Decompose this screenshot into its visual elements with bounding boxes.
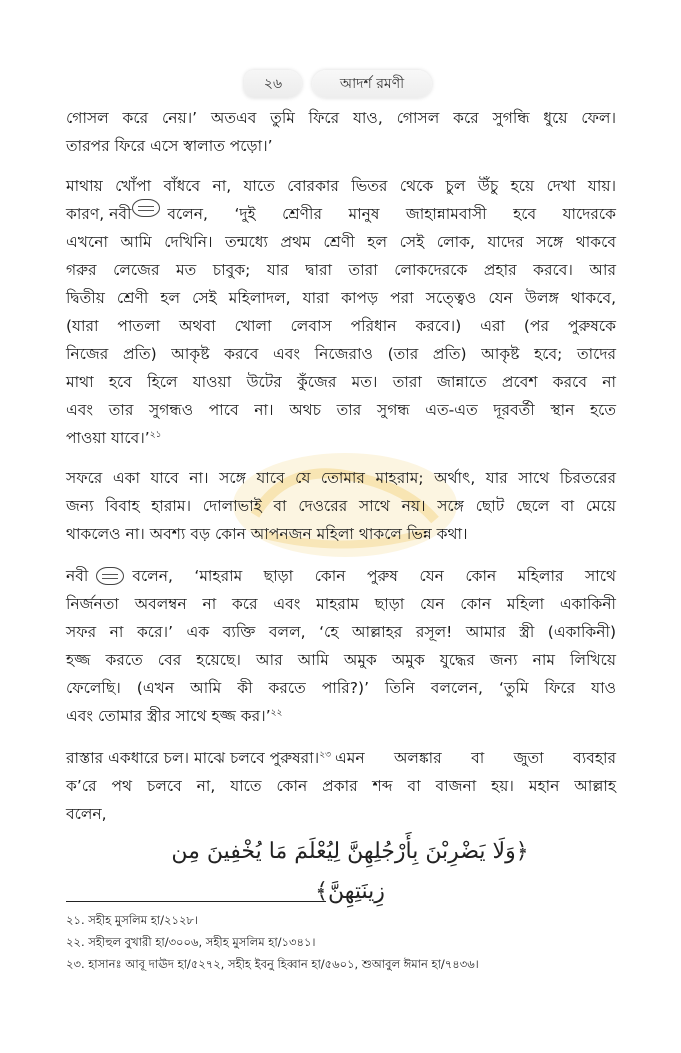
text-fragment: এমন অলঙ্কার বা জুতা ব্যবহার (334, 749, 616, 767)
text-fragment: নবী (66, 567, 89, 585)
footnote-ref[interactable]: ২২ (270, 708, 283, 718)
body-line: (যারা পাতলা অথবা খোলা লেবাস পরিধান করবে।) এরা (পর পুরুষকে (66, 317, 616, 335)
body-line (66, 744, 616, 772)
body-line: ফেলেছি। (এখন আমি কী করতে পারি?)’ তিনি বললেন, ‘তুমি ফিরে যাও (66, 679, 616, 697)
body-line: ক’রে পথ চলবে না, যাতে কোন প্রকার শব্দ বা বাজনা হয়। মহান আল্লাহ (66, 777, 616, 795)
text-fragment: পাওয়া যাবে।’ (66, 429, 150, 447)
body-line (66, 562, 616, 590)
text-fragment: কারণ, নবী (66, 205, 132, 223)
body-line: থাকলেও না। অবশ্য বড় কোন আপনজন মহিলা থাকলে ভিন্ন কথা। (66, 525, 468, 543)
footnote-divider (66, 901, 326, 902)
body-line (66, 424, 616, 452)
text-fragment: এবং তোমার স্ত্রীর সাথে হজ্জ কর।’ (66, 707, 271, 725)
arabic-verse: ﴿وَلَا يَضْرِبْنَ بِأَرْجُلِهِنَّ لِيُعْلَمَ مَا يُخْفِينَ مِن زِينَتِهِنَّ﴾ (171, 839, 529, 904)
body-line: নির্জনতা অবলম্বন না করে এবং মাহরাম ছাড়া যেন কোন মহিলা একাকিনী (66, 595, 616, 613)
running-title: আদর্শ রমণী (312, 70, 432, 98)
body-line: মাথা হবে হিলে যাওয়া উটের কুঁজের মত। তারা জান্নাতে প্রবেশ করবে না (66, 373, 616, 391)
footnote-ref[interactable]: ২৩ (319, 750, 331, 760)
body-line: গোসল করে নেয়।’ অতএব তুমি ফিরে যাও, গোসল করে সুগন্ধি ধুয়ে ফেল। (66, 109, 616, 127)
page-number: ২৬ (244, 70, 302, 98)
footnote: ২২. সহীহুল বুখারী হা/৩০০৬, সহীহ মুসলিম হা/১৩৪১। (66, 935, 316, 949)
body-line: বলেন, (66, 805, 107, 823)
page-header (0, 70, 681, 100)
footnote-ref[interactable]: ২১ (149, 430, 162, 440)
body-line: সফরে একা যাবে না। সঙ্গে যাবে যে তোমার মাহরাম; অর্থাৎ, যার সাথে চিরতরের (66, 469, 616, 487)
body-line: জন্য বিবাহ হারাম। দোলাভাই বা দেওরের সাথে নয়। সঙ্গে ছোট ছেলে বা মেয়ে (66, 497, 616, 515)
body-line: তারপর ফিরে এসে স্বালাত পড়ো।’ (66, 137, 273, 155)
body-line (66, 200, 616, 228)
footnote: ২৩. হাসানঃ আবূ দাঊদ হা/৫২৭২, সহীহ ইবনু হিব্বান হা/৫৬০১, শুআবুল ঈমান হা/৭৪৩৬। (66, 957, 479, 971)
body-line: এখনো আমি দেখিনি। তন্মধ্যে প্রথম শ্রেণী হল সেই লোক, যাদের সঙ্গে থাকবে (66, 233, 616, 251)
text-fragment: বলেন, ‘দুই শ্রেণীর মানুষ জাহান্নামবাসী হবে যাদেরকে (167, 205, 616, 223)
body-line: দ্বিতীয় শ্রেণী হল সেই মহিলাদল, যারা কাপড় পরা সত্ত্বেও যেন উলঙ্গ থাকবে, (66, 289, 616, 307)
text-fragment: বলেন, ‘মাহরাম ছাড়া কোন পুরুষ যেন কোন মহিলার সাথে (132, 567, 616, 585)
text-fragment: রাস্তার একধারে চল। মাঝে চলবে পুরুষরা। (66, 749, 320, 767)
footnote: ২১. সহীহ মুসলিম হা/২১২৮। (66, 913, 199, 927)
salutation-icon (96, 567, 124, 585)
body-line: নিজের প্রতি) আকৃষ্ট করবে এবং নিজেরাও (তার প্রতি) আকৃষ্ট হবে; তাদের (66, 345, 616, 363)
body-line: সফর না করে।’ এক ব্যক্তি বলল, ‘হে আল্লাহর রসূল! আমার স্ত্রী (একাকিনী) (66, 623, 616, 641)
salutation-icon (132, 199, 160, 217)
body-line (66, 702, 616, 730)
body-line: মাথায় খোঁপা বাঁধবে না, যাতে বোরকার ভিতর থেকে চুল উঁচু হয়ে দেখা যায়। (66, 177, 616, 195)
body-line: এবং তার সুগন্ধও পাবে না। অথচ তার সুগন্ধ এত-এত দূরবর্তী স্থান হতে (66, 401, 616, 419)
body-line: গরুর লেজের মত চাবুক; যার দ্বারা তারা লোকদেরকে প্রহার করবে। আর (66, 261, 616, 279)
body-line: হজ্জ করতে বের হয়েছে। আর আমি অমুক অমুক যুদ্ধের জন্য নাম লিখিয়ে (66, 651, 616, 669)
